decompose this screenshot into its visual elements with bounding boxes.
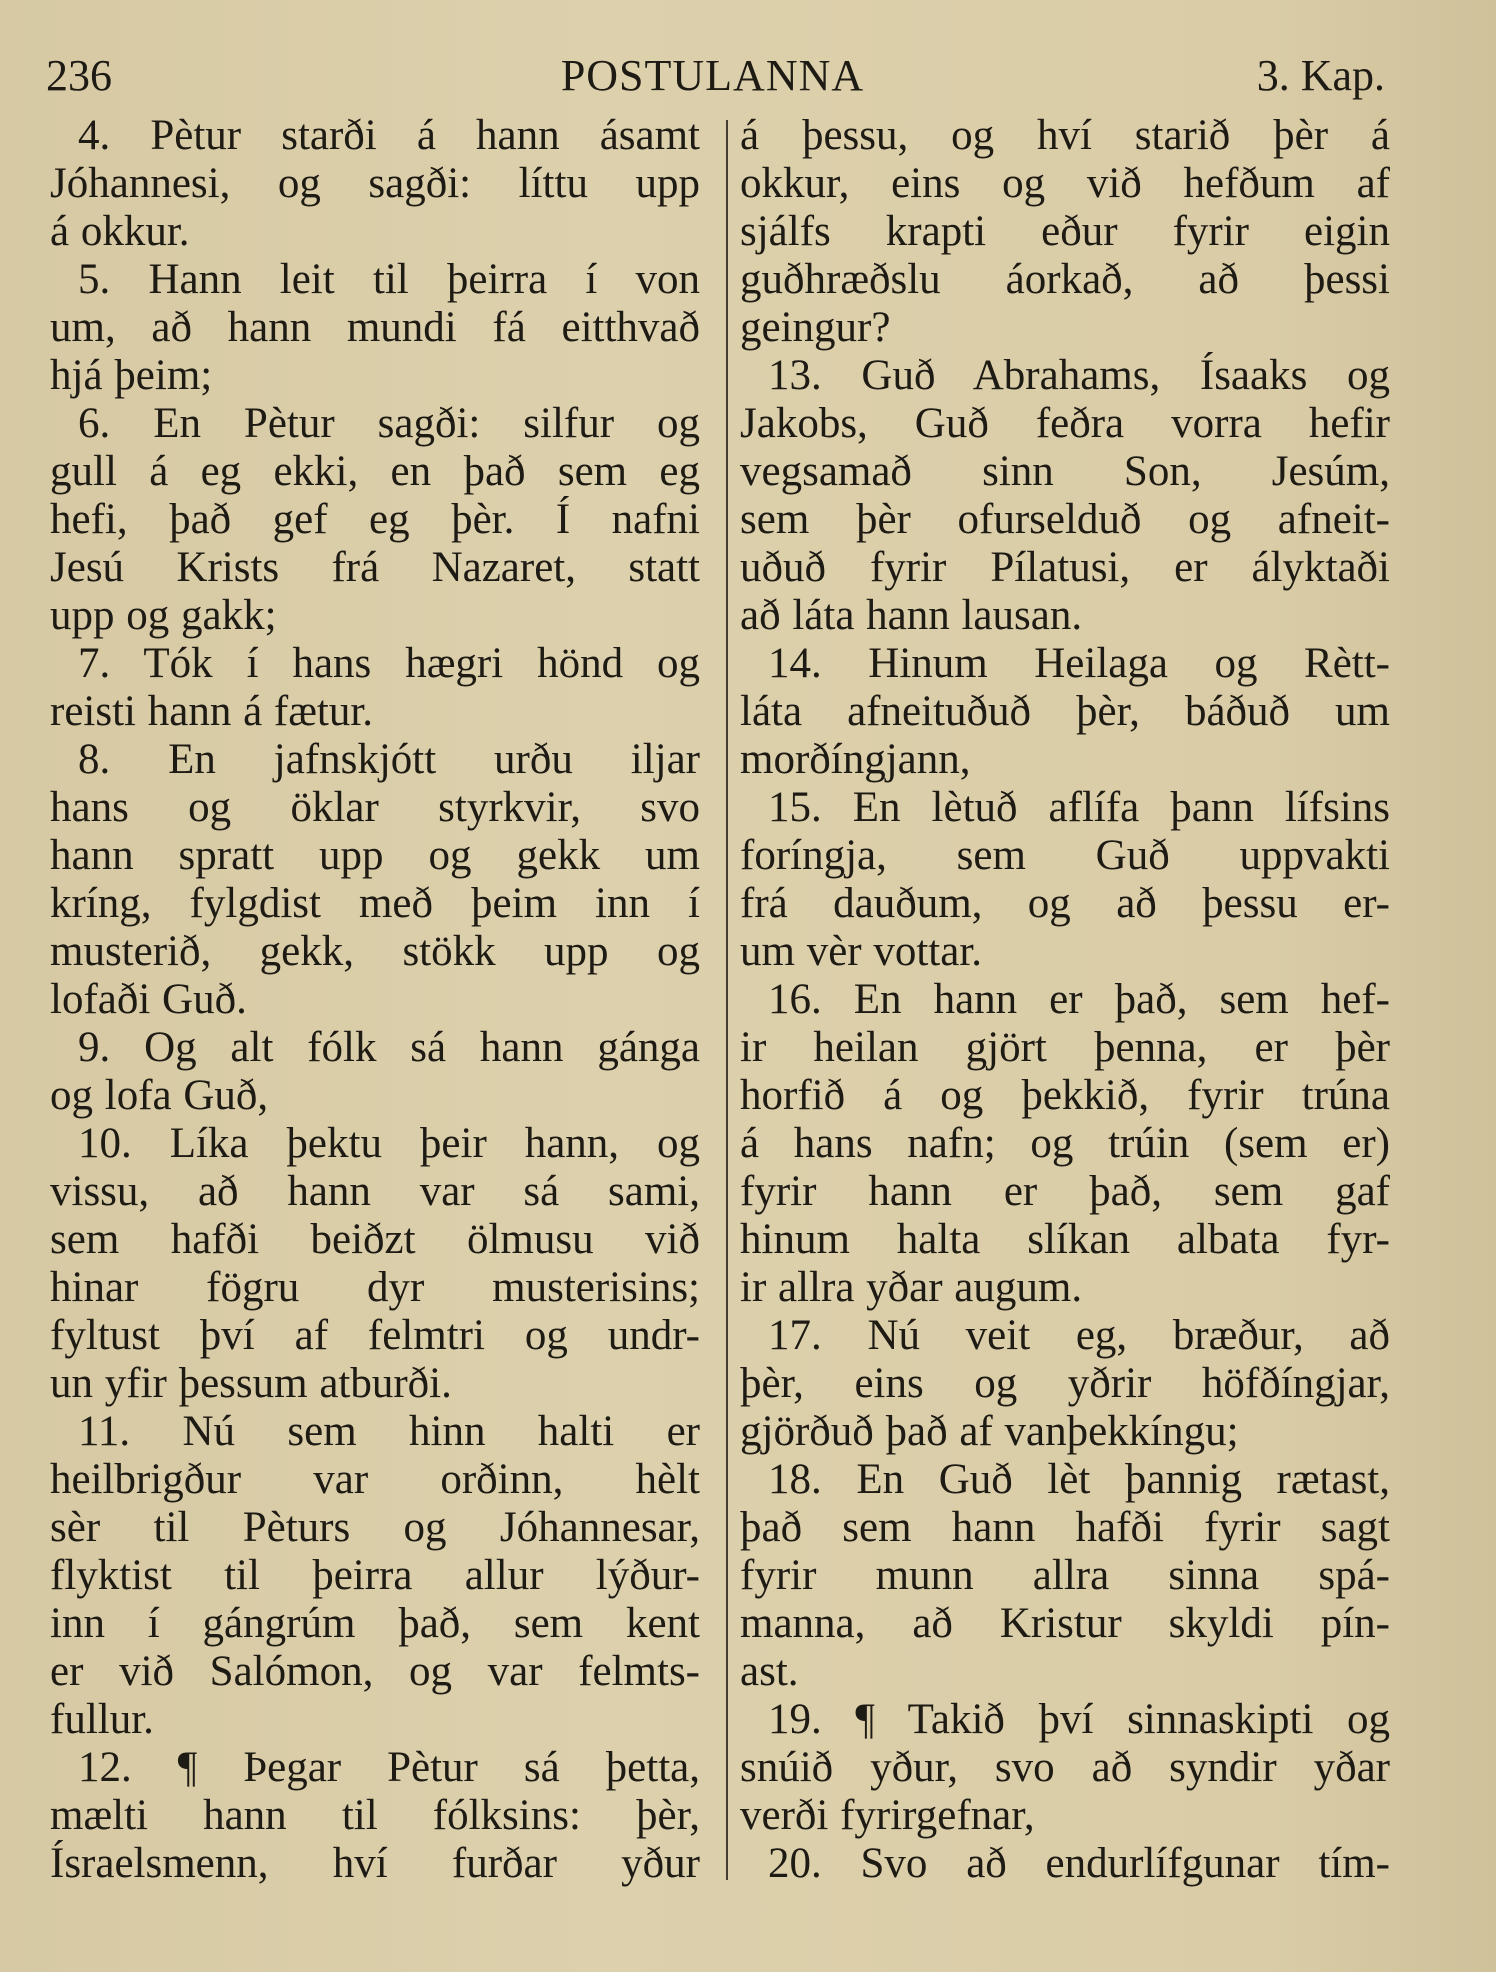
- text-line: hinum halta slíkan albata fyr-: [740, 1216, 1390, 1263]
- text-line: vissu, að hann var sá sami,: [50, 1168, 700, 1215]
- text-line: heilbrigður var orðinn, hèlt: [50, 1456, 700, 1503]
- text-line: sem hafði beiðzt ölmusu við: [50, 1216, 700, 1263]
- text-line: Ísraelsmenn, hví furðar yður: [50, 1840, 700, 1887]
- text-line: 15. En lètuð aflífa þann lífsins: [768, 784, 1390, 831]
- column-divider: [726, 120, 728, 1880]
- left-text-column: [50, 112, 700, 1888]
- text-line: 16. En hann er það, sem hef-: [768, 976, 1390, 1023]
- text-line: ir allra yðar augum.: [740, 1264, 1083, 1311]
- text-line: morðíngjann,: [740, 736, 971, 783]
- text-line: 4. Pètur starði á hann ásamt: [78, 112, 700, 159]
- text-line: 6. En Pètur sagði: silfur og: [78, 400, 700, 447]
- text-line: hans og öklar styrkvir, svo: [50, 784, 700, 831]
- text-line: á hans nafn; og trúin (sem er): [740, 1120, 1390, 1167]
- text-line: hann spratt upp og gekk um: [50, 832, 700, 879]
- text-line: 17. Nú veit eg, bræður, að: [768, 1312, 1390, 1359]
- text-line: frá dauðum, og að þessu er-: [740, 880, 1390, 927]
- text-line: þèr, eins og yðrir höfðíngjar,: [740, 1360, 1390, 1407]
- running-title: POSTULANNA: [560, 51, 865, 100]
- text-line: um vèr vottar.: [740, 928, 983, 975]
- text-line: um, að hann mundi fá eitthvað: [50, 304, 700, 351]
- text-line: inn í gángrúm það, sem kent: [50, 1600, 700, 1647]
- text-line: er við Salómon, og var felmts-: [50, 1648, 700, 1695]
- text-line: 8. En jafnskjótt urðu iljar: [78, 736, 700, 783]
- text-line: 20. Svo að endurlífgunar tím-: [768, 1840, 1390, 1887]
- text-line: foríngja, sem Guð uppvakti: [740, 832, 1390, 879]
- text-line: sjálfs krapti eður fyrir eigin: [740, 208, 1390, 255]
- text-line: verði fyrirgefnar,: [740, 1792, 1035, 1839]
- text-line: sèr til Pèturs og Jóhannesar,: [50, 1504, 700, 1551]
- text-line: 11. Nú sem hinn halti er: [78, 1408, 700, 1455]
- text-line: hinar fögru dyr musterisins;: [50, 1264, 700, 1311]
- text-line: 10. Líka þektu þeir hann, og: [78, 1120, 700, 1167]
- text-line: horfið á og þekkið, fyrir trúna: [740, 1072, 1390, 1119]
- text-line: lofaði Guð.: [50, 976, 247, 1023]
- text-line: manna, að Kristur skyldi pín-: [740, 1600, 1390, 1647]
- text-line: okkur, eins og við hefðum af: [740, 160, 1390, 207]
- text-line: kríng, fylgdist með þeim inn í: [50, 880, 700, 927]
- text-line: hefi, það gef eg þèr. Í nafni: [50, 496, 700, 543]
- text-line: og lofa Guð,: [50, 1072, 269, 1119]
- text-line: 7. Tók í hans hægri hönd og: [78, 640, 700, 687]
- text-line: 12. ¶ Þegar Pètur sá þetta,: [78, 1744, 700, 1791]
- text-line: hjá þeim;: [50, 352, 213, 399]
- text-line: upp og gakk;: [50, 592, 277, 639]
- text-line: það sem hann hafði fyrir sagt: [740, 1504, 1390, 1551]
- text-line: fyltust því af felmtri og undr-: [50, 1312, 700, 1359]
- text-line: 19. ¶ Takið því sinnaskipti og: [768, 1696, 1390, 1743]
- text-line: geingur?: [740, 304, 891, 351]
- text-line: láta afneituðuð þèr, báðuð um: [740, 688, 1390, 735]
- text-line: Jesú Krists frá Nazaret, statt: [50, 544, 700, 591]
- text-line: 18. En Guð lèt þannig rætast,: [768, 1456, 1390, 1503]
- text-line: fullur.: [50, 1696, 154, 1743]
- text-line: un yfir þessum atburði.: [50, 1360, 452, 1407]
- text-line: flyktist til þeirra allur lýður-: [50, 1552, 700, 1599]
- text-line: sem þèr ofurselduð og afneit-: [740, 496, 1390, 543]
- text-line: guðhræðslu áorkað, að þessi: [740, 256, 1390, 303]
- text-line: Jakobs, Guð feðra vorra hefir: [740, 400, 1390, 447]
- text-line: að láta hann lausan.: [740, 592, 1083, 639]
- text-line: uðuð fyrir Pílatusi, er ályktaði: [740, 544, 1390, 591]
- text-line: 9. Og alt fólk sá hann gánga: [78, 1024, 700, 1071]
- text-line: gull á eg ekki, en það sem eg: [50, 448, 700, 495]
- page-number: 236: [46, 51, 112, 100]
- text-line: fyrir hann er það, sem gaf: [740, 1168, 1390, 1215]
- text-line: reisti hann á fætur.: [50, 688, 374, 735]
- text-line: fyrir munn allra sinna spá-: [740, 1552, 1390, 1599]
- text-line: musterið, gekk, stökk upp og: [50, 928, 700, 975]
- right-text-column: [740, 112, 1390, 1888]
- text-line: mælti hann til fólksins: þèr,: [50, 1792, 700, 1839]
- text-line: vegsamað sinn Son, Jesúm,: [740, 448, 1390, 495]
- chapter-label: 3. Kap.: [1256, 51, 1385, 100]
- text-line: 14. Hinum Heilaga og Rètt-: [768, 640, 1390, 687]
- text-line: á okkur.: [50, 208, 190, 255]
- text-line: snúið yður, svo að syndir yðar: [740, 1744, 1390, 1791]
- text-line: 5. Hann leit til þeirra í von: [78, 256, 700, 303]
- text-line: ir heilan gjört þenna, er þèr: [740, 1024, 1390, 1071]
- text-line: 13. Guð Abrahams, Ísaaks og: [768, 352, 1390, 399]
- page-header: [40, 44, 1385, 104]
- text-line: á þessu, og hví starið þèr á: [740, 112, 1390, 159]
- text-line: Jóhannesi, og sagði: líttu upp: [50, 160, 700, 207]
- text-line: ast.: [740, 1648, 799, 1695]
- text-line: gjörðuð það af vanþekkíngu;: [740, 1408, 1239, 1455]
